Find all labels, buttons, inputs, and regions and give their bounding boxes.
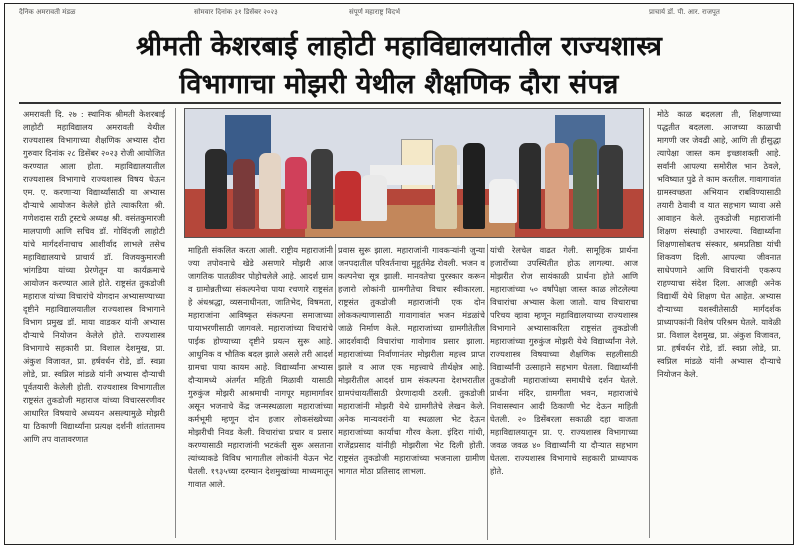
article-column-5 xyxy=(657,108,781,538)
photo-person xyxy=(285,157,307,229)
article-column-3 xyxy=(338,244,485,540)
masthead-mid: संपूर्ण महाराष्ट्र विदर्भ xyxy=(349,8,401,16)
photo-person xyxy=(573,139,597,229)
photo-person xyxy=(361,175,387,221)
photo-person xyxy=(489,179,517,223)
photo-person xyxy=(463,143,485,229)
masthead-strip xyxy=(19,8,779,20)
headline-line-2: विभागाचा मोझरी येथील शैक्षणिक दौरा संपन्न xyxy=(179,69,619,100)
masthead-right: प्राचार्य डॉ. पी. आर. राजपूत xyxy=(649,8,720,16)
column-divider xyxy=(487,244,488,540)
article-column-4 xyxy=(490,244,638,540)
column-1-text: अमरावती दि. २७ : स्थानिक श्रीमती केशरबाई लाहोटी महाविद्यालय अमरावती येथील राज्यशास्त्र विभागाच्या शैक्षणिक अभ्यास दौरा गुरुवार दिनांक २८ डिसेंबर २०२३ रोजी आयोजित करण्यात आला होता. महाविद्यालयातील राज्यशास्त्र विभागाचे राज्यशास्त्र विषय घेऊन एम. ए. करणाऱ्या विद्यार्थ्यांसाठी या अभ्यास दौऱ्याचे आयोजन केलेले होते त्याकरिता श्री. गणेशदास राठी ट्रस्टचे अध्यक्ष श्री. वसंतकुमारजी मालपाणी आणि सचिव डॉ. गोविंदजी लाहोटी यांचे मार्गदर्शनाचाच आशीर्वाद लाभले तसेच महाविद्यालयाचे प्राचार्य डॉ. विजयकुमारजी भांगडिया यांच्या प्रेरणेतून या कार्यक्रमाचे आयोजन करण्यात आले होते. राष्ट्रसंत तुकडोजी महाराज यांच्या विचारांचे योगदान अभ्यासण्याच्या दृष्टीने महाविद्यालयातील राज्यशास्त्र विभागाने विभाग प्रमुख डॉ. माया वाडकर यांनी अभ्यास दौऱ्याचे नियोजन केलेले होते. राज्यशास्त्र विभागाचे सहकारी प्रा. विशाल देशमुख, प्रा. अंकुश विजावत, प्रा. हर्षवर्धन रोडे, डॉ. स्वप्ना लोडे, प्रा. स्वप्निल मांडळे यांनी अभ्यास दौऱ्याची पूर्वतयारी केलेली होती. राज्यशास्त्र विभागातील राष्ट्रसंत तुकडोजी महाराज यांच्या विचारसरणीवर आधारित विषयाचे अध्ययन असल्यामुळे मोझरी या ठिकाणी विद्यार्थ्यांना प्रत्यक्ष दर्शनी शांततामय आणि तप वातावरणात xyxy=(23,109,165,444)
photo-person xyxy=(311,149,333,229)
column-divider xyxy=(175,108,176,538)
newspaper-clipping xyxy=(4,3,794,545)
photo-person xyxy=(599,145,623,229)
headline-rule xyxy=(19,102,781,104)
photo-person xyxy=(435,145,457,229)
masthead-left: दैनिक अमरावती मंडळ xyxy=(19,8,76,16)
group-photo xyxy=(184,108,644,238)
photo-person xyxy=(205,149,227,229)
masthead-date: सोमवार दिनांक ३१ डिसेंबर २०२३ xyxy=(194,8,278,16)
column-divider xyxy=(649,108,650,538)
column-divider xyxy=(335,244,336,540)
photo-person xyxy=(545,143,569,229)
column-5-text: मोठे काळ बदलला ती, शिक्षणाच्या पद्धतीत बदलला. आजच्या काळाची मागणी जर जेवढी आहे, आणि ती हीसुद्धा त्यापेक्षा जास्त कम इच्छाशक्ती आहे. सर्वांनी आपल्या समोरील भान ठेवले, भविष्यात पुढे ते काम करतील. गावागावांत ग्रामस्वच्छता अभियान राबविण्यासाठी तयारी ठेवावी व यात सहभाग घ्यावा असे आवाहन केले. तुकडोजी महाराजांनी शिक्षण संस्थाही उभारल्या. विद्यार्थ्यांना शिक्षणासोबतच संस्कार, श्रमप्रतिष्ठा यांची शिकवण दिली. आपल्या जीवनात साधेपणाने आणि विचारांनी एकरूप राहण्याचा संदेश दिला. आजही अनेक विद्यार्थी येथे शिक्षण घेत आहेत. अभ्यास दौऱ्याच्या यशस्वीतेसाठी मार्गदर्शक प्राध्यापकांनी विशेष परिश्रम घेतले. यावेळी प्रा. विशाल देशमुख, प्रा. अंकुश विजावत, प्रा. हर्षवर्धन रोडे, डॉ. स्वप्ना लोडे, प्रा. स्वप्निल मांडळे यांनी अभ्यास दौऱ्याचे नियोजन केले. xyxy=(657,109,781,379)
column-2-text: माहिती संकलित करता आली. राष्ट्रीय महाराजांनी ज्या तपोवनाचे खेडे असणारे मोझरी आज जागतिक पातळीवर पोहोचलेले आहे. आदर्श ग्राम व ग्रामोन्नतीच्या संकल्पनेचा पाया रचणारे राष्ट्रसंत हे अंधश्रद्धा, व्यसनाधीनता, जातिभेद, विषमता, महाराजांना आविष्कृत संकल्पना समाजाच्या पायाभरणीसाठी जागवले. महाराजांच्या विचारांचे पाईक होण्याच्या दृष्टीने प्रयत्न सुरू आहे. आधुनिक व भौतिक बदल झाले असले तरी आदर्श ग्रामचा पाया कायम आहे. विद्यार्थ्यांना अभ्यास दौऱ्यामध्ये अंतर्गत महिती मिळावी यासाठी गुरुकुंज मोझरी आश्रमाची नागपूर महामार्गावर असून भजनाचे केंद्र जन्मस्थळाला महाराजांच्या कर्मभूमी म्हणून दोन हजार लोकसंख्येच्या मोझरीची निवड केली. विचारांचा प्रचार व प्रसार करण्यासाठी महाराजांनी भटकंती सुरू असताना त्यांच्याकडे विविध भागातील लोकांनी येऊन भेट घेतली. १९३५च्या दरम्यान देशमुखांच्या माध्यमातून गावात आले. xyxy=(188,245,333,489)
photo-person xyxy=(259,153,281,229)
photo-person xyxy=(233,159,255,229)
article-column-1 xyxy=(23,108,165,538)
column-4-text: यांची रेलचेल वाढत गेली. सामूहिक प्रार्थना हजारोंच्या उपस्थितीत होऊ लागल्या. आज मोझरीत रोज सायंकाळी प्रार्थना होते आणि महाराजांच्या ५० वर्षांपेक्षा जास्त काळ लोटलेल्या विचारांचा अभ्यास केला जातो. याच विचाराचा परिचय व्हावा म्हणून महाविद्यालयाच्या राज्यशास्त्र विभागाने अभ्यासाकरिता राष्ट्रसंत तुकडोजी महाराजांच्या गुरुकुंज मोझरी येथे विद्यार्थ्यांना नेले. राज्यशास्त्र विषयाच्या शैक्षणिक सहलीसाठी विद्यार्थ्यांनी उत्साहाने सहभाग घेतला. विद्यार्थ्यांनी तुकडोजी महाराजांच्या समाधीचे दर्शन घेतले. प्रार्थना मंदिर, ग्रामगीता भवन, महाराजांचे निवासस्थान आदी ठिकाणी भेट देऊन माहिती घेतली. २० डिसेंबरला सकाळी दहा वाजता महाविद्यालयातून प्रा. ए. राज्यशास्त्र विभागाच्या जवळ जवळ ४० विद्यार्थ्यांनी या दौऱ्यात सहभाग घेतला. राज्यशास्त्र विभागाचे सहकारी प्राध्यापक होते. xyxy=(490,245,638,476)
headline-line-1: श्रीमती केशरबाई लाहोटी महाविद्यालयातील राज्यशास्त्र xyxy=(135,31,663,62)
photo-person xyxy=(335,171,361,221)
column-3-text: प्रवास सुरू झाला. महाराजांनी गावकऱ्यांनी जुन्या जनपदातील परिवर्तनाचा मुहूर्तमेढ रोवली. भजन व कल्पनेचा सूत्र झाली. मानवतेचा पुरस्कार करून हजारो लोकांनी ग्रामगीतेचा विचार स्वीकारला. राष्ट्रसंत तुकडोजी महाराजांनी एक दोन लोककल्याणासाठी गावागावांत भजन मंडळांचे जाळे निर्माण केले. महाराजांच्या ग्रामगीतेतील आदर्शवादी विचारांचा गावोगाव प्रसार झाला. महाराजांच्या निर्वाणानंतर मोझरीला महत्त्व प्राप्त झाले व आज एक महत्त्वाचे तीर्थक्षेत्र आहे. मोझरीतील आदर्श ग्राम संकल्पना देशभरातील ग्रामपंचायतींसाठी प्रेरणादायी ठरली. तुकडोजी महाराजांनी मोझरी येथे ग्रामगीतेचे लेखन केले. अनेक मान्यवरांनी या स्थळाला भेट देऊन महाराजांच्या कार्याचा गौरव केला. इंदिरा गांधी, राजेंद्रप्रसाद यांनीही मोझरीला भेट दिली होती. राष्ट्रसंत तुकडोजी महाराजांच्या भजनाला ग्रामीण भागात मोठा प्रतिसाद लाभला. xyxy=(338,245,485,476)
photo-person xyxy=(519,143,541,229)
article-column-2 xyxy=(188,244,333,540)
